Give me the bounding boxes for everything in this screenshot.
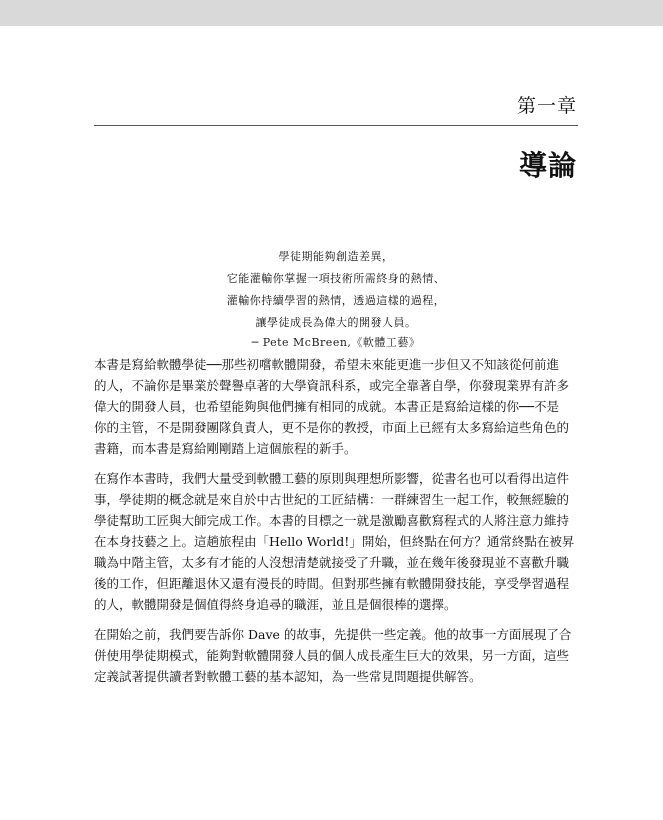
- paragraph-line: 書籍，而本書是寫給剛剛踏上這個旅程的新手。: [94, 441, 357, 456]
- paragraph-line: 在寫作本書時，我們大量受到軟體工藝的原則與理想所影響，從書名也可以看得出這件: [94, 471, 570, 486]
- epigraph-line: 學徒期能夠創造差異，: [278, 250, 394, 263]
- epigraph-attribution: ─ Pete McBreen,《軟體工藝》: [251, 336, 421, 349]
- paragraph-line: 職為中階主管，太多有才能的人沒想清楚就接受了升職，並在幾年後發現並不喜歡升職: [94, 555, 570, 570]
- paragraph-line: 本書是寫給軟體學徒──那些初嚐軟體開發，希望未來能更進一步但又不知該從何前進: [94, 357, 560, 372]
- paragraph-line: 後的工作，但距離退休又還有漫長的時間。但對那些擁有軟體開發技能，享受學習過程: [94, 576, 570, 591]
- epigraph-line: 它能灌輸你掌握一項技術所需終身的熱情、: [226, 272, 446, 285]
- paragraph-line: 定義試著提供讀者對軟體工藝的基本認知，為一些常見問題提供解答。: [94, 669, 482, 684]
- body-text: [94, 354, 580, 696]
- epigraph-line: 讓學徒成長為偉大的開發人員。: [255, 316, 417, 329]
- paragraph-3: [94, 624, 580, 687]
- paragraph-line: 事，學徒期的概念就是來自於中古世紀的工匠結構：一群練習生一起工作，較無經驗的: [94, 492, 570, 507]
- chapter-title: 導論: [518, 149, 577, 182]
- paragraph-line: 的人，軟體開發是個值得終身追尋的職涯，並且是個很棒的選擇。: [94, 597, 457, 612]
- epigraph-line: 灌輸你持續學習的熱情，透過這樣的過程，: [226, 294, 446, 307]
- paragraph-line: 在本身技藝之上。這趟旅程由「Hello World!」開始，但終點在何方？通常終點在被昇: [94, 534, 575, 549]
- paragraph-line: 學徒幫助工匠與大師完成工作。本書的目標之一就是激勵喜歡寫程式的人將注意力維持: [94, 513, 570, 528]
- chapter-divider: [94, 125, 578, 126]
- paragraph-line: 併使用學徒期模式，能夠對軟體開發人員的個人成長產生巨大的效果，另一方面，這些: [94, 648, 570, 663]
- paragraph-line: 你的主管，不是開發團隊負責人，更不是你的教授，市面上已經有太多寫給這些角色的: [94, 420, 570, 435]
- epigraph: [94, 246, 578, 334]
- top-gray-bar: [0, 0, 663, 26]
- paragraph-line: 在開始之前，我們要告訴你 Dave 的故事，先提供一些定義。他的故事一方面展現了合: [94, 627, 572, 642]
- paragraph-line: 的人，不論你是畢業於聲譽卓著的大學資訊科系，或完全靠著自學，你發現業界有許多: [94, 378, 570, 393]
- paragraph-1: [94, 354, 580, 459]
- paragraph-line: 偉大的開發人員，也希望能夠與他們擁有相同的成就。本書正是寫給這樣的你──不是: [94, 399, 560, 414]
- paragraph-2: [94, 468, 580, 615]
- chapter-label: 第一章: [516, 95, 577, 117]
